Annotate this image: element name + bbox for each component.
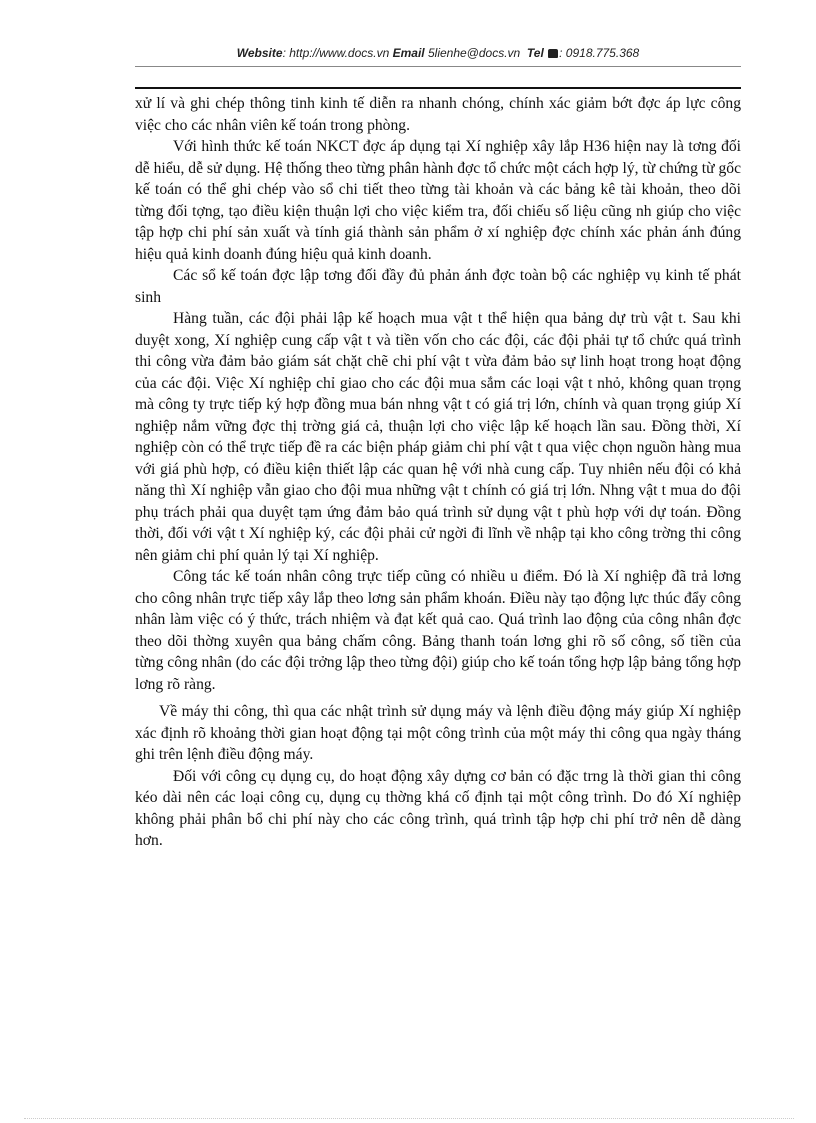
page-header: [135, 46, 741, 60]
page-bottom-border: [24, 1118, 794, 1119]
phone-icon: [548, 49, 558, 58]
paragraph: Công tác kế toán nhân công trực tiếp cũng có nhiều u điểm. Đó là Xí nghiệp đã trả lơng cho công nhân trực tiếp xây lắp theo lơng sản phẩm khoán. Điều này tạo động lực thúc đẩy công nhân làm việc có ý thức, trách nhiệm và đạt kết quả cao. Quá trình lao động của công nhân đợc theo dõi thờng xuyên qua bảng chấm công. Bảng thanh toán lơng ghi rõ số công, số tiền của từng công nhân (do các đội trởng lập theo từng đội) giúp cho kế toán tổng hợp lập bảng tổng hợp lơng rõ ràng.: [135, 568, 741, 693]
email-label: Email: [392, 46, 425, 60]
paragraph: Đối với công cụ dụng cụ, do hoạt động xây dựng cơ bản có đặc trng là thời gian thi công kéo dài nên các loại công cụ, dụng cụ thờng khá cố định tại một công trình. Do đó Xí nghiệp không phải phân bổ chi phí này cho các công trình, quá trình tập hợp chi phí trở nên dễ dàng hơn.: [135, 767, 741, 849]
header-rule-thin: [135, 66, 741, 67]
paragraph: Hàng tuần, các đội phải lập kế hoạch mua vật t thể hiện qua bảng dự trù vật t. Sau khi duyệt xong, Xí nghiệp cung cấp vật t và tiền vốn cho các đội, các đội phải tự tổ chức quá trình thi công vừa đảm bảo giám sát chặt chẽ chi phí vật t vừa đảm bảo sự linh hoạt trong hoạt động của các đội. Việc Xí nghiệp chỉ giao cho các đội mua sắm các loại vật t nhỏ, không quan trọng mà công ty trực tiếp ký hợp đồng mua bán nhng vật t có giá trị lớn, chính và quan trọng giúp Xí nghiệp nắm vững đợc thị trờng giá cả, thuận lợi cho việc lập kế hoạch lần sau. Đồng thời, Xí nghiệp còn có thể trực tiếp đề ra các biện pháp giảm chi phí vật t qua việc chọn nguồn hàng mua với giá phù hợp, có điều kiện thiết lập các quan hệ với nhà cung cấp. Tuy nhiên nếu đội có khả năng thì Xí nghiệp vẫn giao cho đội mua những vật t chính có giá trị lớn. Nhng vật t mua do đội phụ trách phải qua duyệt tạm ứng đảm bảo quá trình sử dụng vật t phù hợp với dự toán. Đồng thời, đối với vật t Xí nghiệp ký, các đội phải cử ngời đi lĩnh về nhập tại kho công trờng thi công nên giảm chi phí quản lý tại Xí nghiệp.: [135, 310, 741, 564]
email-value[interactable]: 5lienhe@docs.vn: [424, 46, 521, 60]
paragraph: Các sổ kế toán đợc lập tơng đối đầy đủ phản ánh đợc toàn bộ các nghiệp vụ kinh tế phát sinh: [135, 267, 741, 306]
body-text: [135, 93, 741, 852]
tel-value: : 0918.775.368: [559, 46, 640, 60]
website-separator: :: [282, 46, 290, 60]
paragraph: xử lí và ghi chép thông tinh kinh tế diễn ra nhanh chóng, chính xác giảm bớt đợc áp lực công việc cho các nhân viên kế toán trong phòng.: [135, 95, 741, 134]
tel-label: Tel: [526, 46, 544, 60]
website-label: Website: [236, 46, 283, 60]
paragraph: Với hình thức kế toán NKCT đợc áp dụng tại Xí nghiệp xây lắp H36 hiện nay là tơng đối dễ hiểu, dễ sử dụng. Hệ thống theo từng phân hành đợc tổ chức một cách hợp lý, từ chứng từ gốc kế toán có thể ghi chép vào sổ chi tiết theo từng tài khoản và các bảng kê tài khoản, theo dõi từng đối tợng, tạo điều kiện thuận lợi cho việc kiểm tra, đối chiếu số liệu cũng nh giúp cho việc tập hợp chi phí sản xuất và tính giá thành sản phẩm ở xí nghiệp đợc chính xác phản ánh đúng hiệu quả kinh doanh đúng hiệu quả kinh doanh.: [135, 138, 741, 263]
website-url[interactable]: http://www.docs.vn: [289, 46, 390, 60]
paragraph: Về máy thi công, thì qua các nhật trình sử dụng máy và lệnh điều động máy giúp Xí nghiệp xác định rõ khoảng thời gian hoạt động tại một công trình của một máy thi công qua ngày tháng ghi trên lệnh điều động máy.: [135, 703, 741, 763]
header-rule-thick: [135, 87, 741, 89]
